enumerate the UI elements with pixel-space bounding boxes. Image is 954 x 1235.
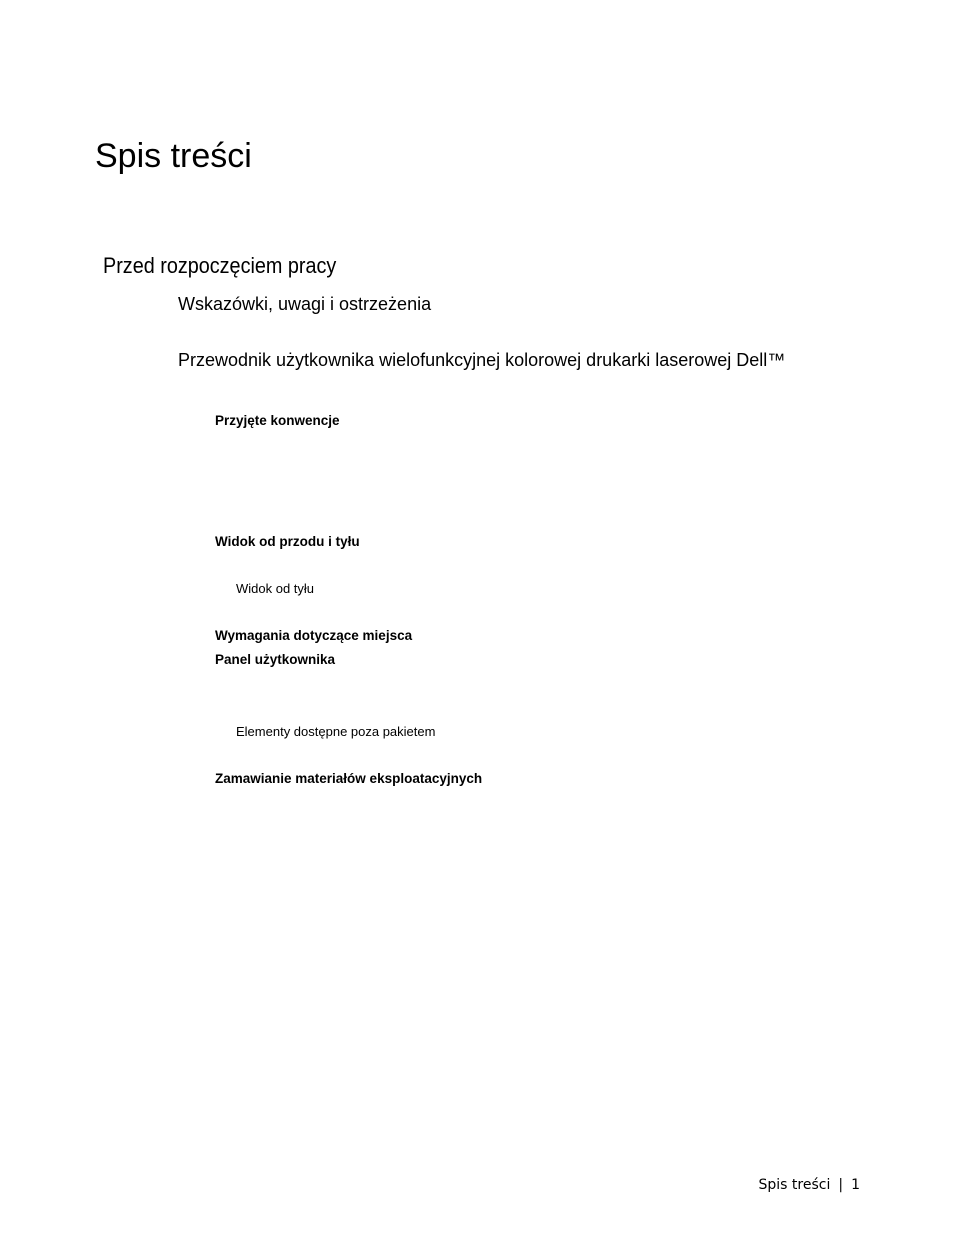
- toc-section-conventions: Przyjęte konwencje: [215, 413, 340, 428]
- toc-chapter-user-guide: Przewodnik użytkownika wielofunkcyjnej kolorowej drukarki laserowej Dell™: [178, 350, 786, 370]
- toc-section-space-requirements: Wymagania dotyczące miejsca: [215, 628, 413, 643]
- toc-section-operator-panel: Panel użytkownika: [215, 652, 336, 667]
- footer-label: Spis treści: [758, 1177, 831, 1193]
- page-title: Spis treści: [95, 137, 252, 175]
- toc-section-front-rear-view: Widok od przodu i tyłu: [215, 534, 360, 549]
- toc-part-heading: Przed rozpoczęciem pracy: [103, 253, 337, 278]
- toc-section-ordering-supplies: Zamawianie materiałów eksploatacyjnych: [215, 771, 483, 786]
- page-footer: [759, 1178, 860, 1192]
- page-number: 1: [851, 1177, 860, 1193]
- toc-subsection-extra-items: Elementy dostępne poza pakietem: [236, 724, 436, 739]
- toc-chapter-notes-warnings: Wskazówki, uwagi i ostrzeżenia: [178, 294, 432, 314]
- footer-separator: |: [838, 1177, 844, 1193]
- toc-subsection-rear-view: Widok od tyłu: [236, 581, 315, 596]
